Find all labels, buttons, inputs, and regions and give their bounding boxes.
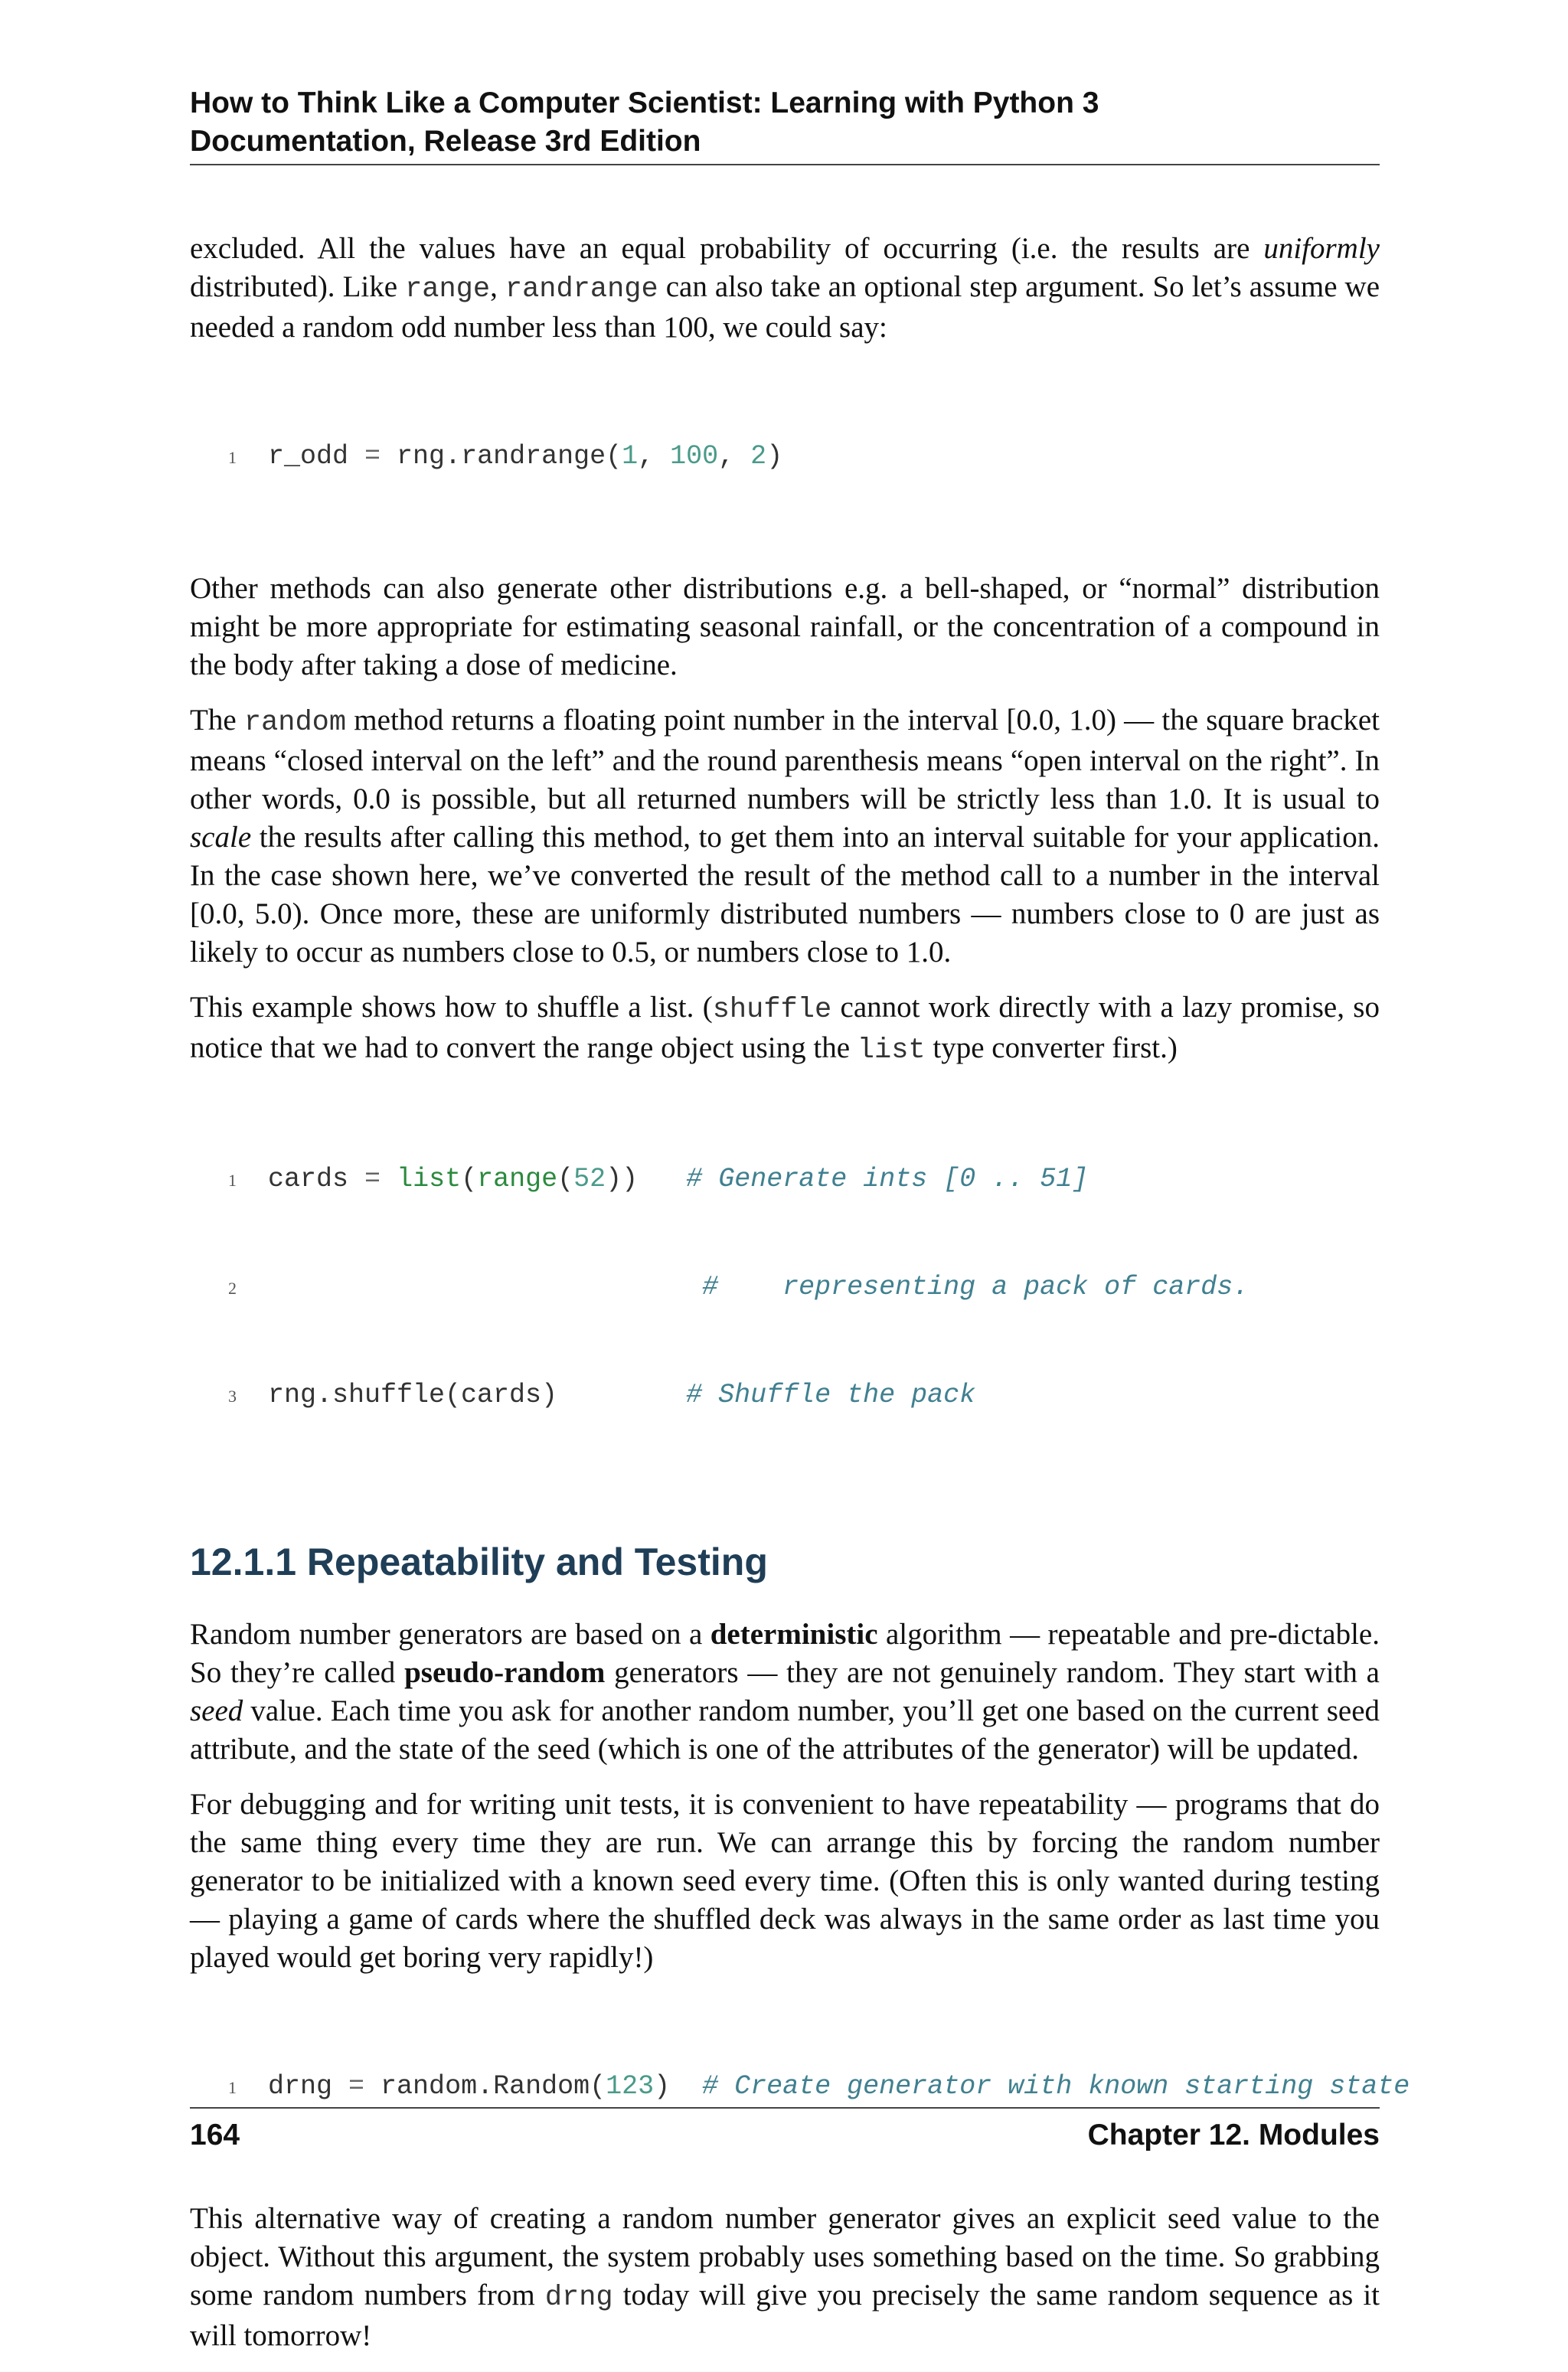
code-token: cards bbox=[268, 1164, 365, 1194]
code-comment: # representing a pack of cards. bbox=[702, 1272, 1250, 1302]
text-run: This example shows how to shuffle a list. ( bbox=[190, 991, 713, 1024]
code-token bbox=[381, 1161, 397, 1197]
running-header bbox=[190, 84, 1380, 165]
code-block-shuffle bbox=[190, 1086, 1380, 1488]
document-page bbox=[190, 0, 1410, 2352]
header-title-line-1: How to Think Like a Computer Scientist: Learning with Python 3 bbox=[190, 87, 1099, 119]
text-run: cannot work directly with a lazy promise, so notice that we had to convert the range object using the bbox=[190, 991, 1380, 1064]
code-builtin: list bbox=[397, 1164, 462, 1194]
running-footer bbox=[190, 2107, 1380, 2155]
code-line bbox=[190, 1269, 1380, 1305]
header-title-line-2: Documentation, Release 3rd Edition bbox=[190, 125, 701, 158]
code-number: 52 bbox=[573, 1164, 606, 1194]
code-operator: = bbox=[364, 1164, 381, 1194]
page-number: 164 bbox=[190, 2119, 240, 2151]
code-token: rng.randrange( bbox=[381, 441, 622, 472]
inline-code-random: random bbox=[243, 707, 347, 739]
section-heading: 12.1.1 Repeatability and Testing bbox=[190, 1540, 768, 1583]
inline-code-list: list bbox=[857, 1034, 926, 1067]
line-number: 1 bbox=[228, 1171, 237, 1190]
line-number: 1 bbox=[228, 2078, 237, 2097]
paragraph-explicit-seed bbox=[190, 2200, 1380, 2355]
code-token: )) bbox=[606, 1164, 687, 1194]
code-token: r_odd bbox=[268, 441, 365, 472]
line-number: 3 bbox=[228, 1387, 237, 1406]
text-run: method returns a floating point number in the interval [0.0, 1.0) — the square bracket means “closed interval on the left” and the round parenthesis means “open interval on the right”. In other words, 0.0 is possible, but all returned numbers will be strictly less than 1.0. It is usual to bbox=[190, 704, 1380, 815]
code-token: ( bbox=[461, 1164, 478, 1194]
code-number: 1 bbox=[622, 441, 639, 472]
code-token: drng bbox=[268, 2071, 349, 2102]
code-line bbox=[190, 439, 1380, 475]
code-comment: # Create generator with known starting state bbox=[702, 2071, 1410, 2102]
paragraph-distributions: Other methods can also generate other distributions e.g. a bell-shaped, or “normal” distribution might be more appropriate for estimating seasonal rainfall, or the concentration of a compound in the body after taking a dose of medicine. bbox=[190, 572, 1380, 681]
code-number: 2 bbox=[750, 441, 767, 472]
emphasis-uniformly: uniformly bbox=[1263, 232, 1380, 265]
code-line bbox=[190, 1161, 1380, 1197]
emphasis-scale: scale bbox=[190, 821, 252, 854]
code-token: random.Random( bbox=[364, 2071, 606, 2102]
text-run: The bbox=[190, 704, 244, 737]
line-number: 1 bbox=[228, 448, 237, 467]
text-run: generators — they are not genuinely random. They start with a bbox=[605, 1656, 1380, 1689]
body-text bbox=[190, 230, 1410, 2372]
text-run: today will give you precisely the same random sequence as it will tomorrow! bbox=[190, 2279, 1380, 2352]
inline-code-range: range bbox=[405, 273, 491, 305]
code-comment: # Shuffle the pack bbox=[686, 1380, 976, 1410]
text-run: This alternative way of creating a random number generator gives an explicit seed value to the object. Without this argument, the system probably uses something based on the time. So grabbing some random numbers from bbox=[190, 2202, 1380, 2312]
line-number: 2 bbox=[228, 1279, 237, 1298]
code-token: , bbox=[718, 441, 751, 472]
text-run: can also take an optional step argument. So let’s assume we needed a random odd number less than 100, we could say: bbox=[190, 270, 1380, 344]
code-token: , bbox=[638, 441, 671, 472]
paragraph-pseudo-random bbox=[190, 1616, 1380, 1769]
code-comment: # Generate ints [0 .. 51] bbox=[686, 1164, 1089, 1194]
text-run: Random number generators are based on a bbox=[190, 1618, 710, 1651]
bold-deterministic: deterministic bbox=[710, 1618, 878, 1651]
code-token bbox=[268, 1269, 702, 1305]
paragraph-repeatability: For debugging and for writing unit tests, it is convenient to have repeatability — programs that do the same thing every time they are run. We can arrange this by forcing the random number generator to be initialized with a known seed every time. (Often this is only wanted during testing — playing a game of cards where the shuffled deck was always in the same order as last time you played would get boring very rapidly!) bbox=[190, 1788, 1380, 1974]
code-number: 100 bbox=[670, 441, 719, 472]
inline-code-randrange: randrange bbox=[505, 273, 658, 305]
code-line bbox=[190, 1377, 1380, 1413]
text-run: algorithm — repeatable and pre-dictable. So they’re called bbox=[190, 1618, 1380, 1689]
emphasis-seed: seed bbox=[190, 1694, 243, 1727]
text-run: type converter first.) bbox=[925, 1031, 1178, 1064]
text-run: , bbox=[490, 270, 505, 303]
text-run: distributed). Like bbox=[190, 270, 406, 303]
code-token: ( bbox=[557, 1164, 574, 1194]
text-run: value. Each time you ask for another random number, you’ll get one based on the current seed attribute, and the state of the seed (which is one of the attributes of the generator) will be updated. bbox=[190, 1694, 1380, 1766]
paragraph-shuffle bbox=[190, 988, 1380, 1070]
inline-code-shuffle: shuffle bbox=[712, 994, 832, 1026]
code-block-randrange bbox=[190, 364, 1380, 550]
code-token: rng.shuffle(cards) bbox=[268, 1380, 687, 1410]
code-operator: = bbox=[348, 2071, 365, 2102]
text-run: excluded. All the values have an equal probability of occurring (i.e. the results are bbox=[190, 232, 1264, 265]
code-operator: = bbox=[364, 441, 381, 472]
paragraph-random-method bbox=[190, 701, 1380, 972]
chapter-label: Chapter 12. Modules bbox=[1087, 2119, 1380, 2151]
code-number: 123 bbox=[606, 2071, 655, 2102]
paragraph-randrange bbox=[190, 230, 1380, 347]
bold-pseudo-random: pseudo-random bbox=[404, 1656, 606, 1689]
code-token: ) bbox=[654, 2071, 703, 2102]
code-token: ) bbox=[766, 441, 783, 472]
code-builtin: range bbox=[477, 1164, 558, 1194]
inline-code-drng: drng bbox=[544, 2282, 613, 2314]
text-run: the results after calling this method, to get them into an interval suitable for your application. In the case shown here, we’ve converted the result of the method call to a number in the interval [0.0, 5.0). Once more, these are uniformly distributed numbers — numbers close to 0 are just as likely to occur as numbers close to 0.5, or numbers close to 1.0. bbox=[190, 821, 1380, 969]
code-line bbox=[190, 2069, 1410, 2105]
